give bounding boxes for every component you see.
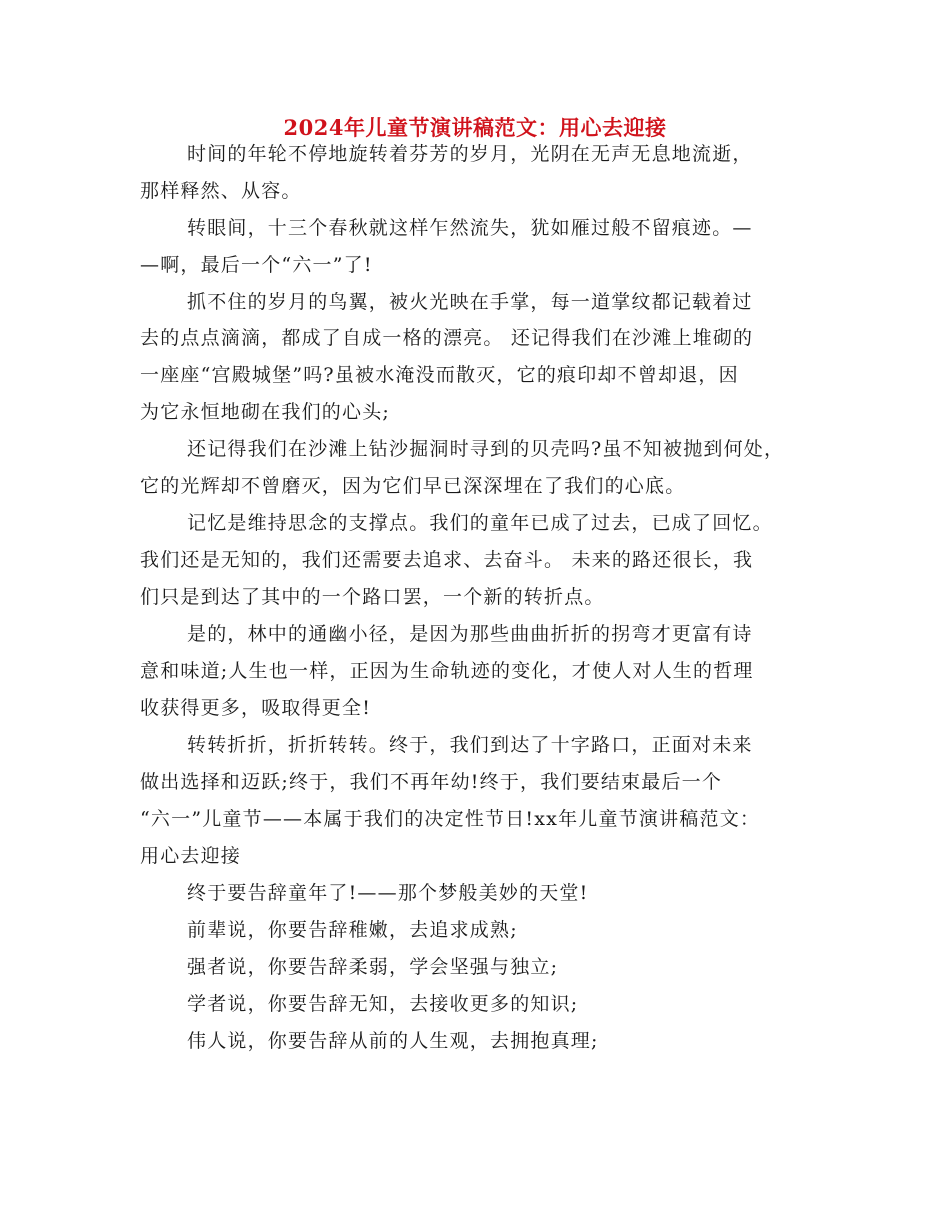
paragraph-line: 转眼间，十三个春秋就这样乍然流失，犹如雁过般不留痕迹。— xyxy=(187,217,753,239)
paragraph-line: 那样释然、从容。 xyxy=(140,180,302,202)
paragraph-line: 时间的年轮不停地旋转着芬芳的岁月，光阴在无声无息地流逝， xyxy=(187,143,753,165)
document-title: 2024年儿童节演讲稿范文：用心去迎接 xyxy=(283,115,667,140)
paragraph-line: 转转折折，折折转转。终于，我们到达了十字路口，正面对未来 xyxy=(187,734,753,756)
paragraph-line: 我们还是无知的，我们还需要去追求、去奋斗。 未来的路还很长，我 xyxy=(140,549,754,571)
paragraph-line: 还记得我们在沙滩上钻沙掘洞时寻到的贝壳吗?虽不知被抛到何处， xyxy=(187,438,785,460)
paragraph-line: 抓不住的岁月的鸟翼，被火光映在手掌，每一道掌纹都记载着过 xyxy=(187,291,753,313)
paragraph-line: 是的，林中的通幽小径，是因为那些曲曲折折的拐弯才更富有诗 xyxy=(187,623,753,645)
paragraph-line: 前辈说，你要告辞稚嫩，去追求成熟; xyxy=(187,919,518,941)
paragraph-line: 意和味道;人生也一样，正因为生命轨迹的变化，才使人对人生的哲理 xyxy=(140,660,754,682)
paragraph-line: 去的点点滴滴，都成了自成一格的漂亮。 还记得我们在沙滩上堆砌的 xyxy=(140,327,754,349)
paragraph-line: 强者说，你要告辞柔弱，学会坚强与独立; xyxy=(187,956,559,978)
paragraph-line: 为它永恒地砌在我们的心头; xyxy=(140,401,391,423)
paragraph-line: 收获得更多，吸取得更全! xyxy=(140,697,372,719)
paragraph-line: 伟人说，你要告辞从前的人生观，去拥抱真理; xyxy=(187,1030,599,1052)
paragraph-line: 它的光辉却不曾磨灭，因为它们早已深深埋在了我们的心底。 xyxy=(140,475,686,497)
paragraph-line: 学者说，你要告辞无知，去接收更多的知识; xyxy=(187,993,579,1015)
paragraph-line: 做出选择和迈跃;终于，我们不再年幼!终于，我们要结束最后一个 xyxy=(140,771,723,793)
paragraph-line: 终于要告辞童年了!——那个梦般美妙的天堂! xyxy=(187,882,589,904)
paragraph-line: —啊，最后一个“六一”了! xyxy=(140,254,373,276)
paragraph-line: 们只是到达了其中的一个路口罢，一个新的转折点。 xyxy=(140,586,605,608)
paragraph-line: 一座座“宫殿城堡”吗?虽被水淹没而散灭，它的痕印却不曾却退，因 xyxy=(140,364,739,386)
paragraph-line: 记忆是维持思念的支撑点。我们的童年已成了过去，已成了回忆。 xyxy=(187,512,773,534)
paragraph-line: “六一”儿童节——本属于我们的决定性节日!xx年儿童节演讲稿范文： xyxy=(140,808,761,830)
paragraph-line: 用心去迎接 xyxy=(140,845,242,867)
